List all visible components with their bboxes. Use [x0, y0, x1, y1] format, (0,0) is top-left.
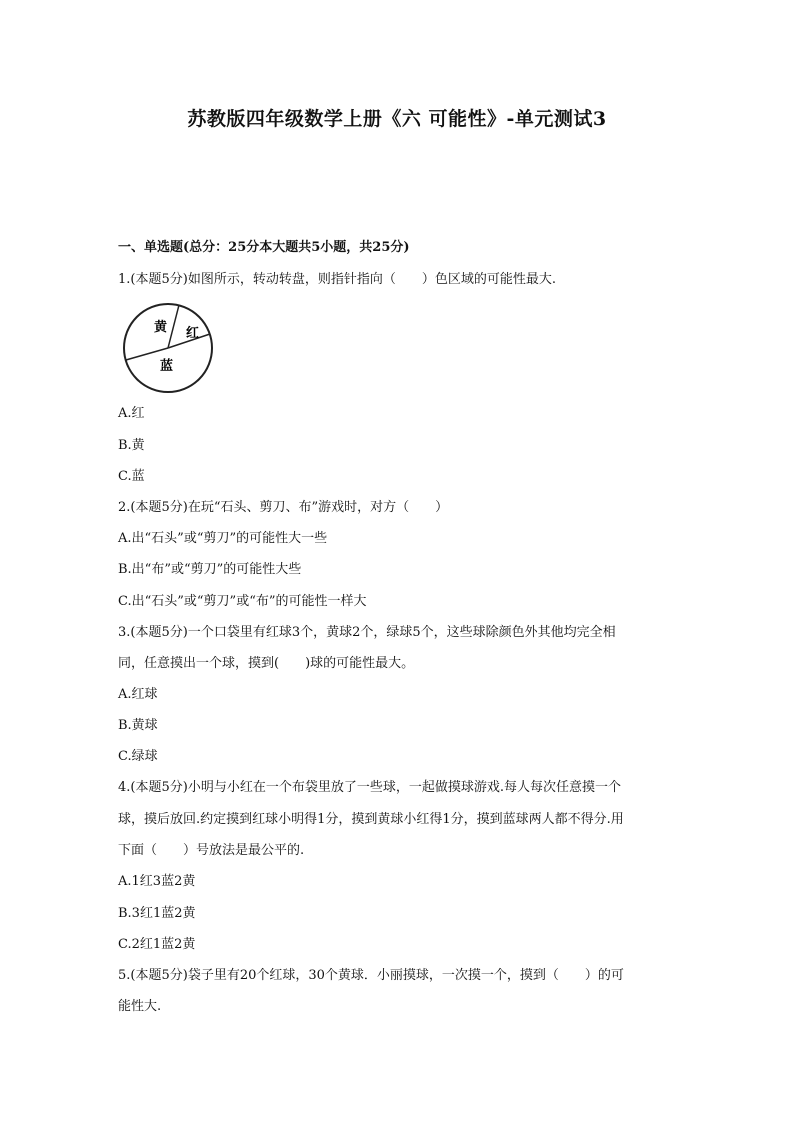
question-1-text: 1.(本题5分)如图所示，转动转盘，则指针指向（ ）色区域的可能性最大.	[118, 272, 556, 287]
question-4-option-b: B.3红1蓝2黄	[118, 906, 196, 921]
spinner-figure	[120, 300, 218, 396]
question-4-option-a: A.1红3蓝2黄	[118, 874, 196, 889]
question-3-option-a: A.红球	[118, 687, 158, 702]
question-4-text-line-1: 4.(本题5分)小明与小红在一个布袋里放了一些球，一起做摸球游戏.每人每次任意摸一个	[118, 780, 621, 795]
question-5-text-line-1: 5.(本题5分)袋子里有20个红球，30个黄球．小丽摸球，一次摸一个，摸到（ ）的可	[118, 968, 624, 983]
question-3-option-b: B.黄球	[118, 718, 158, 733]
question-4-text-line-3: 下面（ ）号放法是最公平的.	[118, 843, 305, 858]
question-1-option-a: A.红	[118, 406, 145, 421]
question-3-text-line-1: 3.(本题5分)一个口袋里有红球3个，黄球2个，绿球5个，这些球除颜色外其他均完全相	[118, 625, 616, 640]
question-1-option-c: C.蓝	[118, 469, 145, 484]
question-2-option-c: C.出“石头”或“剪刀”或“布”的可能性一样大	[118, 594, 367, 609]
section-heading: 一、单选题(总分：25分本大题共5小题，共25分)	[118, 240, 410, 255]
page-title: 苏教版四年级数学上册《六 可能性》-单元测试3	[187, 108, 607, 130]
spinner-label-blue: 蓝	[160, 359, 174, 374]
question-5-text-line-2: 能性大.	[118, 999, 162, 1014]
spinner-label-yellow: 黄	[154, 320, 168, 335]
question-3-text-line-2: 同，任意摸出一个球，摸到( )球的可能性最大。	[118, 656, 415, 671]
spinner-label-red: 红	[186, 326, 200, 341]
question-4-text-line-2: 球，摸后放回.约定摸到红球小明得1分，摸到黄球小红得1分，摸到蓝球两人都不得分.用	[118, 812, 624, 827]
question-3-option-c: C.绿球	[118, 749, 158, 764]
question-2-text: 2.(本题5分)在玩“石头、剪刀、布”游戏时，对方（ ）	[118, 500, 449, 515]
question-1-option-b: B.黄	[118, 438, 145, 453]
question-4-option-c: C.2红1蓝2黄	[118, 937, 196, 952]
question-2-option-b: B.出“布”或“剪刀”的可能性大些	[118, 562, 302, 577]
question-2-option-a: A.出“石头”或“剪刀”的可能性大一些	[118, 531, 328, 546]
